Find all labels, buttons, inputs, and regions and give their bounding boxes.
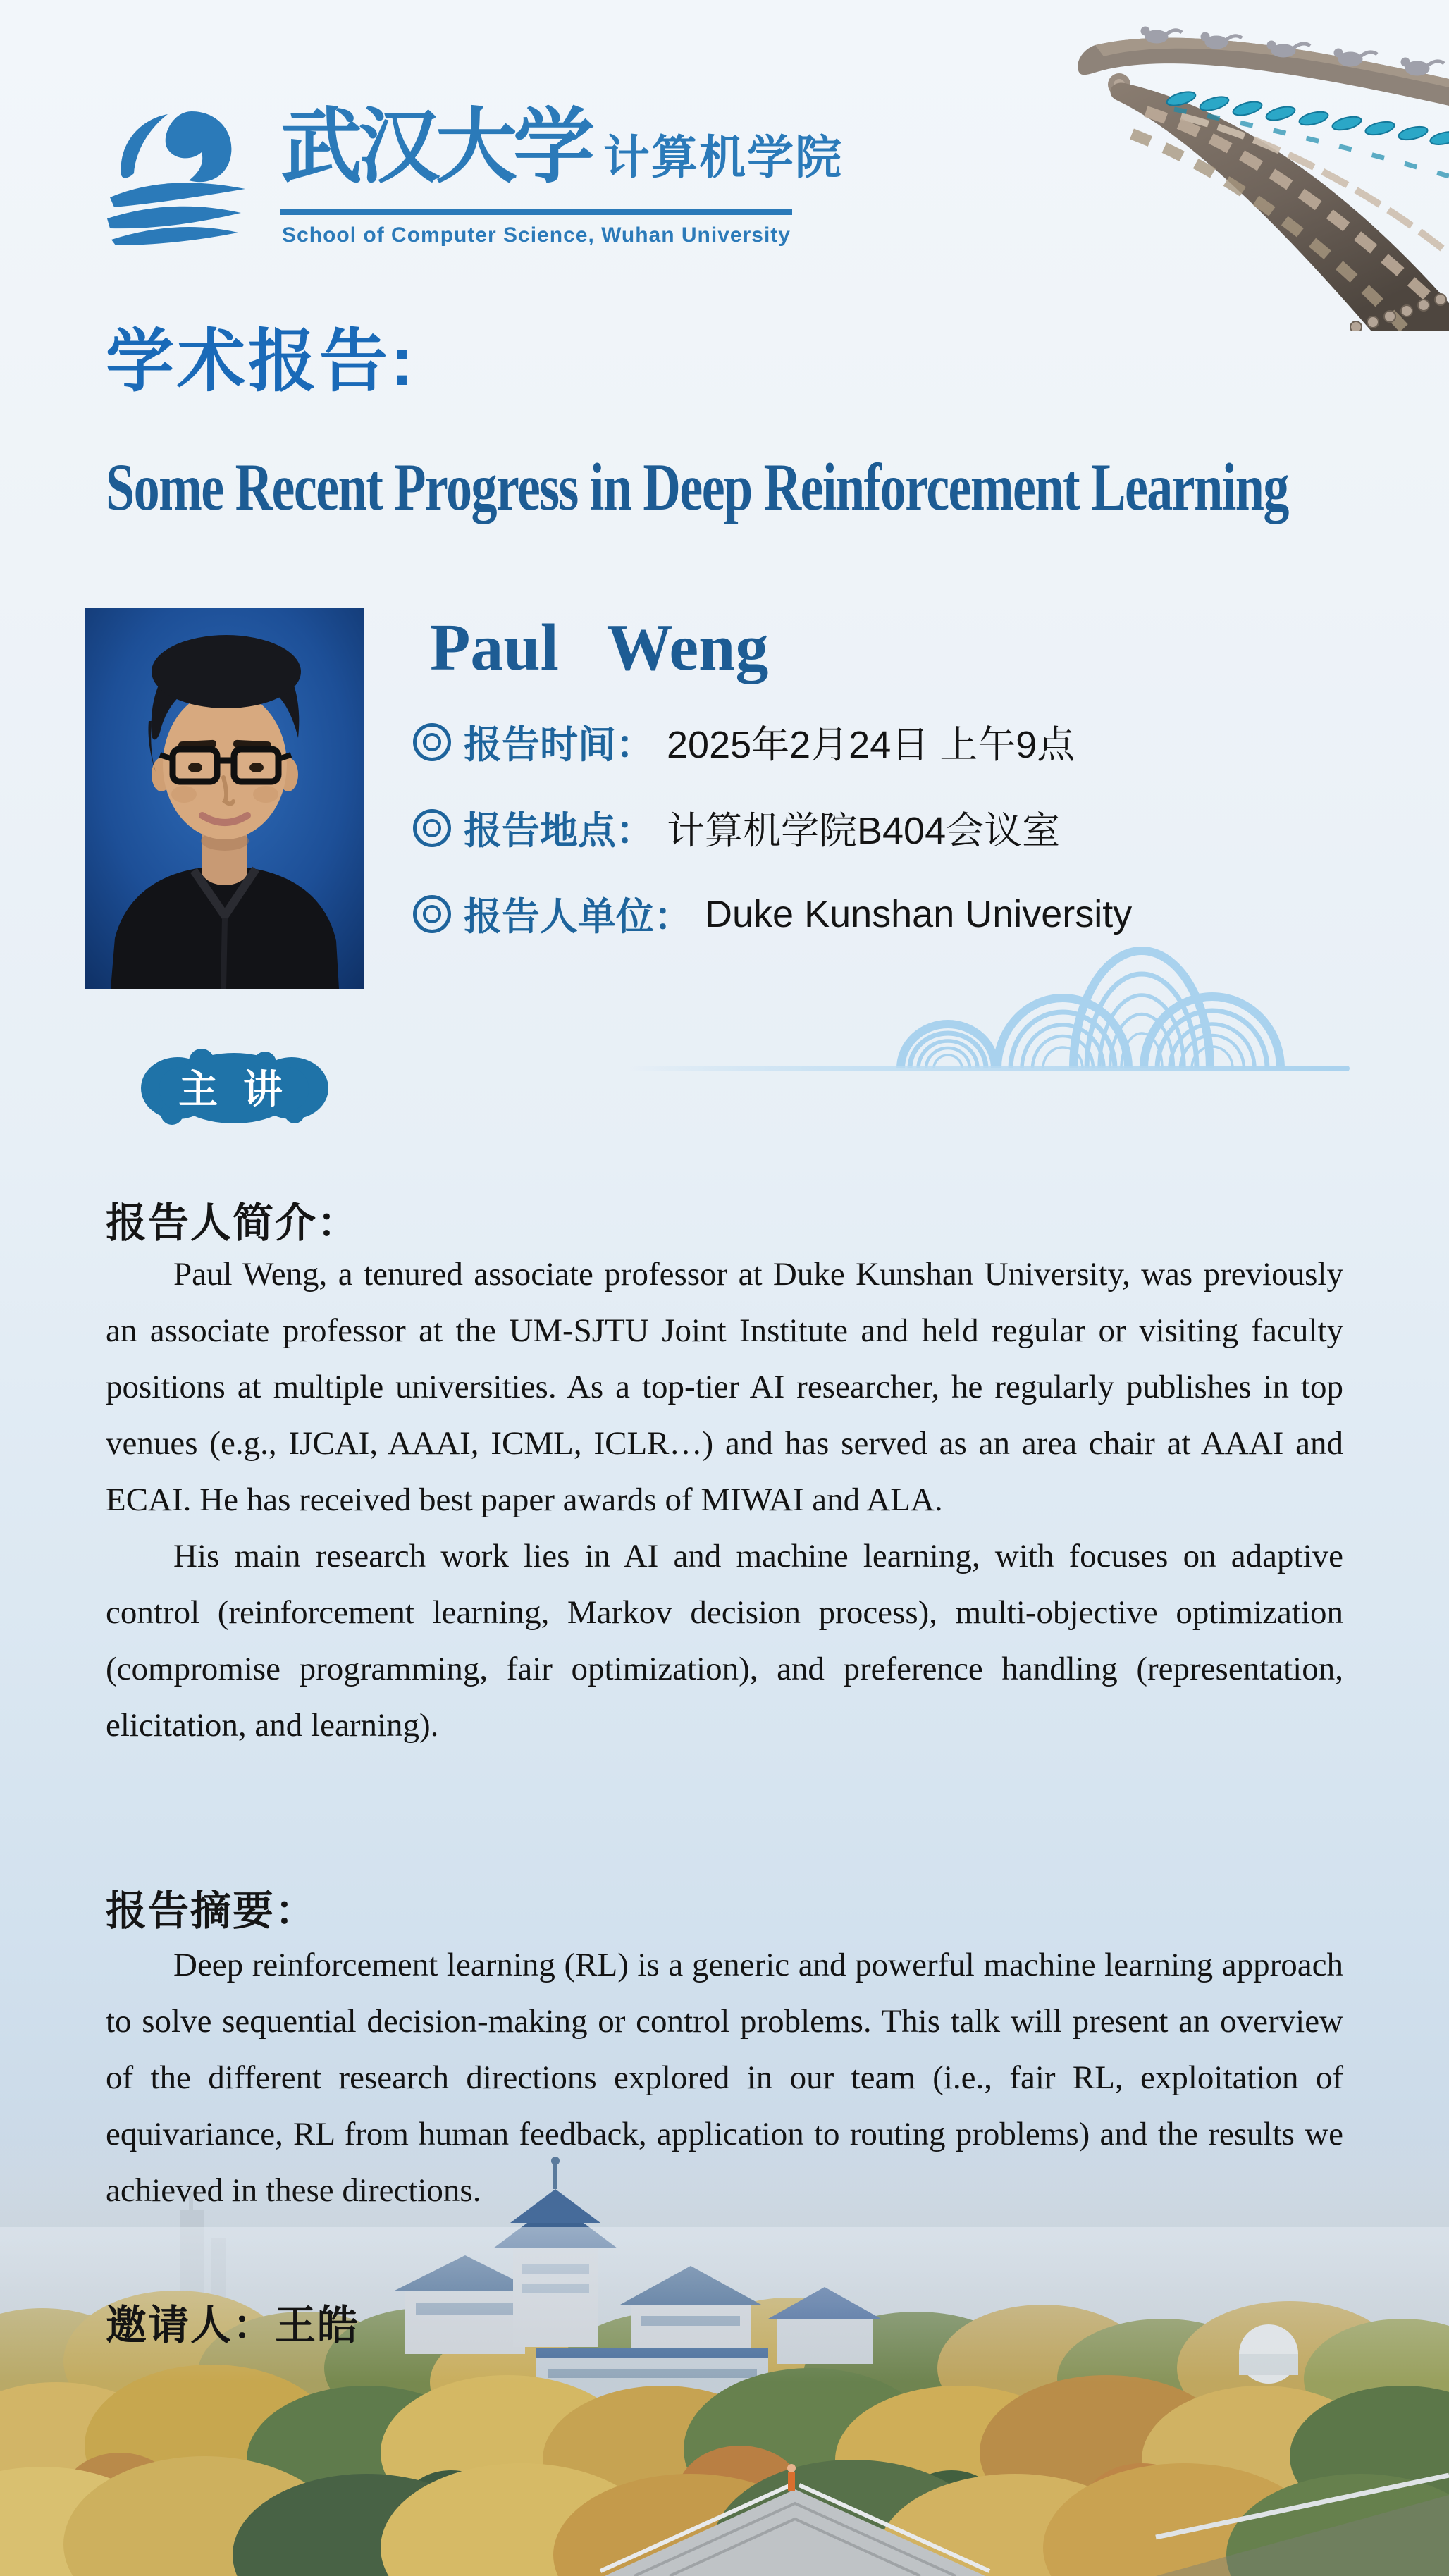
logo-divider xyxy=(280,209,792,215)
bio-paragraph-1: Paul Weng, a tenured associate professor at Duke Kunshan University, was previously an associate professor at the UM-SJTU Joint Institute and held regular or visiting faculty positions at multiple universities. As a top-tier AI researcher, he regularly publishes in top venues (e.g., IJCAI, AAAI, ICML, ICLR…) and has served as an area chair at AAAI and ECAI. He has received best paper awards of MIWAI and ALA. xyxy=(106,1256,1343,1518)
auspicious-cloud-arcs xyxy=(629,942,1355,1076)
abstract-heading: 报告摘要： xyxy=(106,1888,318,1934)
logo-calligraphy: 武汉大学 xyxy=(280,99,591,195)
report-title: Some Recent Progress in Deep Reinforcement Learning xyxy=(106,450,1288,524)
inviter-name: 王皓 xyxy=(275,2303,360,2348)
bio-heading: 报告人简介： xyxy=(106,1200,360,1246)
detail-value: 计算机学院B404会议室 xyxy=(667,810,1061,852)
abstract-section xyxy=(106,1937,1343,2219)
double-circle-icon xyxy=(413,895,451,933)
abstract-paragraph: Deep reinforcement learning (RL) is a generic and powerful machine learning approach to solve sequential decision-making or control problems. This talk will present an overview of the different research directions explored in our team (i.e., fair RL, exploitation of equivariance, RL from human feedback, application to routing problems) and the results we achieved in these directions. xyxy=(106,1947,1343,2209)
wuhan-university-swoosh-logo xyxy=(106,107,247,245)
double-circle-icon xyxy=(413,723,451,761)
temple-roof-eave-photo xyxy=(1040,0,1449,331)
detail-label: 报告人单位： xyxy=(464,896,692,938)
inviter-label: 邀请人： xyxy=(106,2303,276,2348)
double-circle-icon xyxy=(413,809,451,847)
inviter-line xyxy=(106,2292,359,2351)
report-kicker: 学术报告: xyxy=(106,323,417,400)
speaker-badge xyxy=(131,1047,337,1130)
badge-label: 主 讲 xyxy=(178,1067,290,1111)
detail-row-place xyxy=(413,801,1060,855)
detail-row-affiliation xyxy=(413,887,1132,941)
detail-row-time xyxy=(413,715,1075,769)
logo-cn-block xyxy=(280,99,843,195)
detail-value: Duke Kunshan University xyxy=(705,892,1133,935)
detail-label: 报告地点： xyxy=(464,810,654,852)
logo-english: School of Computer Science, Wuhan University xyxy=(282,223,791,247)
bio-paragraph-2: His main research work lies in AI and machine learning, with focuses on adaptive control (reinforcement learning, Markov decision process), multi-objective optimization (compromise programming, fair optimization), and preference handling (representation, elicitation, and learning). xyxy=(106,1538,1343,1744)
bio-section xyxy=(106,1246,1343,1754)
speaker-name: Paul Weng xyxy=(430,611,769,684)
detail-value: 2025年2月24日 上午9点 xyxy=(667,724,1075,766)
logo-department: 计算机学院 xyxy=(603,131,843,183)
detail-label: 报告时间： xyxy=(464,724,654,766)
speaker-portrait-photo xyxy=(85,608,364,989)
